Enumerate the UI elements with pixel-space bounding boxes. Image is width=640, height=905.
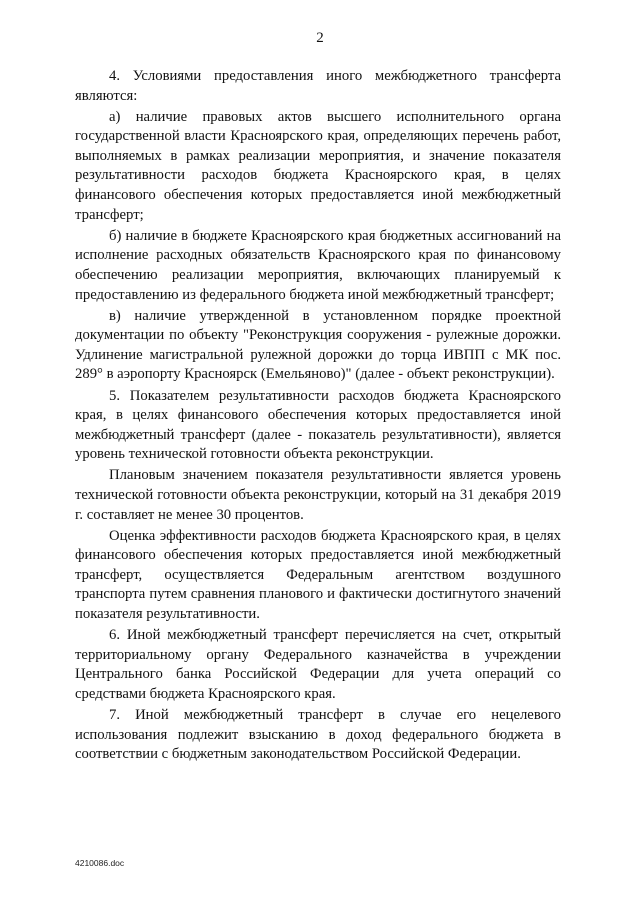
paragraph-5-indicator: 5. Показателем результативности расходов бюджета Красноярского края, в целях финансового обеспечения которых предоставляется иной межбюджетный трансферт (далее - показатель результативности), является уровень технической готовности объекта реконструкции.: [75, 387, 561, 463]
paragraph-4a: а) наличие правовых актов высшего исполнительного органа государственной власти Красноярского края, определяющих перечень работ, выполняемых в рамках реализации мероприятия, и значение показателя результативности расходов бюджета Красноярского края, в целях финансового обеспечения которых предоставляется иной межбюджетный трансферт;: [75, 108, 561, 223]
document-body: [75, 67, 561, 766]
paragraph-efficiency-assessment: Оценка эффективности расходов бюджета Красноярского края, в целях финансового обеспечения которых предоставляется иной межбюджетный трансферт, осуществляется Федеральным агентством воздушного транспорта путем сравнения планового и фактически достигнутого значений показателя результативности.: [75, 527, 561, 623]
paragraph-4b: б) наличие в бюджете Красноярского края бюджетных ассигнований на исполнение расходных обязательств Красноярского края по финансовому обеспечению реализации мероприятия, включающих планируемый к предоставлению из федерального бюджета иной межбюджетный трансферт;: [75, 227, 561, 303]
paragraph-7-recovery: 7. Иной межбюджетный трансферт в случае его нецелевого использования подлежит взысканию в доход федерального бюджета в соответствии с бюджетным законодательством Российской Федерации.: [75, 707, 561, 763]
paragraph-4-conditions: 4. Условиями предоставления иного межбюджетного трансферта являются:: [75, 68, 561, 104]
paragraph-planned-value: Плановым значением показателя результативности является уровень технической готовности объекта реконструкции, который на 31 декабря 2019 г. составляет не менее 30 процентов.: [75, 467, 561, 523]
document-filename: 4210086.doc: [75, 858, 125, 868]
page-number: 2: [316, 30, 324, 46]
paragraph-6-transfer-account: 6. Иной межбюджетный трансферт перечисляется на счет, открытый территориальному органу Федерального казначейства в учреждении Центрального банка Российской Федерации для учета операций со средствами бюджета Красноярского края.: [75, 627, 561, 702]
paragraph-4v: в) наличие утвержденной в установленном порядке проектной документации по объекту "Реконструкция сооружения - рулежные дорожки. Удлинение магистральной рулежной дорожки до торца ИВПП с МК пос. 289° в аэропорту Красноярск (Емельяново)" (далее - объект реконструкции).: [75, 307, 561, 383]
